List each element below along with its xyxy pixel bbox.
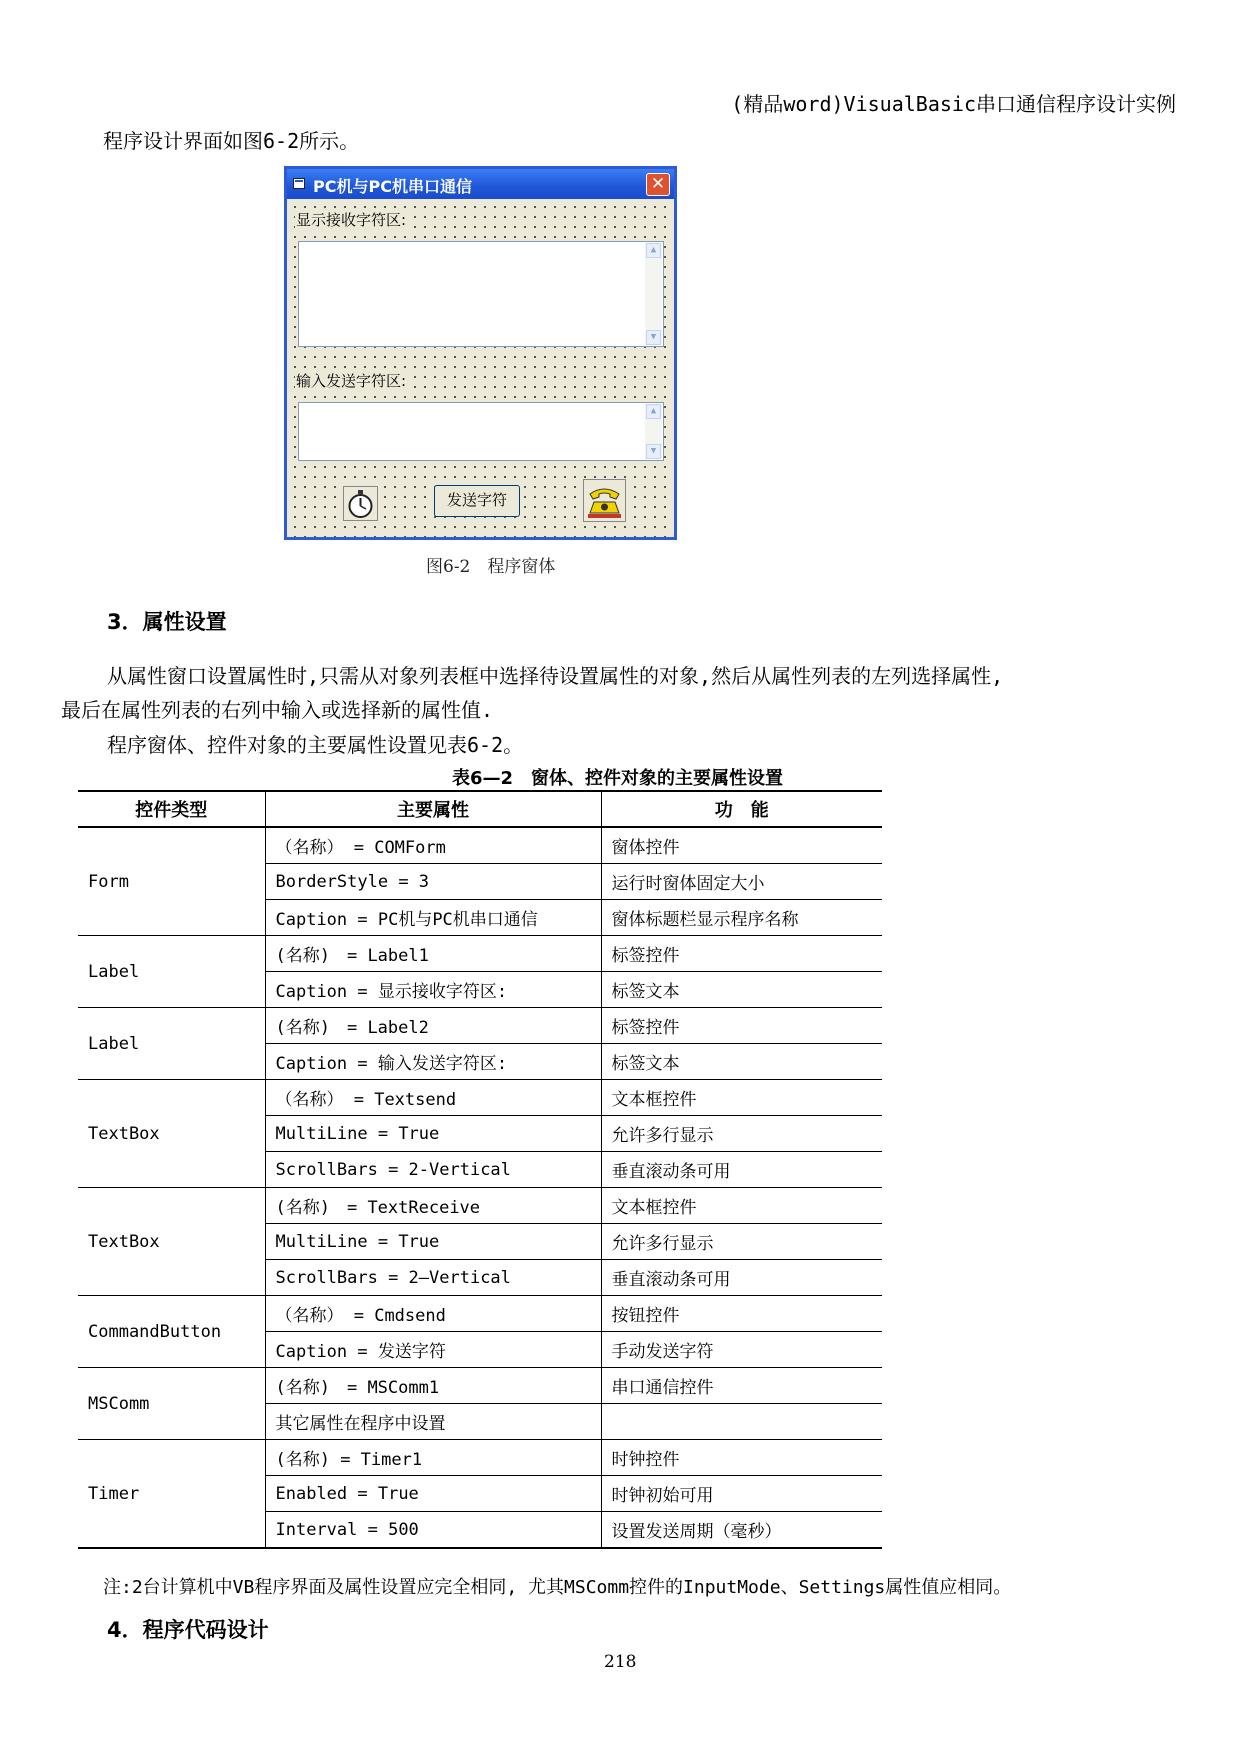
control-type-cell: TextBox bbox=[78, 1188, 265, 1296]
scroll-up-icon[interactable]: ▲ bbox=[646, 404, 661, 419]
table-row bbox=[78, 1188, 882, 1224]
vb-form-window bbox=[284, 166, 677, 540]
property-cell: Caption = 输入发送字符区: bbox=[265, 1044, 601, 1080]
function-cell: 允许多行显示 bbox=[601, 1116, 882, 1152]
scroll-up-icon[interactable]: ▲ bbox=[646, 243, 661, 258]
header-main-property: 主要属性 bbox=[265, 791, 601, 827]
function-cell: 按钮控件 bbox=[601, 1296, 882, 1332]
function-cell: 运行时窗体固定大小 bbox=[601, 864, 882, 900]
function-cell: 垂直滚动条可用 bbox=[601, 1152, 882, 1188]
control-type-cell: Timer bbox=[78, 1440, 265, 1549]
control-type-cell: Label bbox=[78, 1008, 265, 1080]
table-row bbox=[78, 1080, 882, 1116]
property-cell: (名称) = Label1 bbox=[265, 936, 601, 972]
function-cell: 垂直滚动条可用 bbox=[601, 1260, 882, 1296]
table-caption: 表6—2 窗体、控件对象的主要属性设置 bbox=[452, 768, 784, 789]
table-row bbox=[78, 936, 882, 972]
table-row bbox=[78, 1008, 882, 1044]
send-button[interactable]: 发送字符 bbox=[434, 485, 520, 517]
table-row bbox=[78, 1368, 882, 1404]
function-cell: 标签文本 bbox=[601, 1044, 882, 1080]
page-number: 218 bbox=[604, 1652, 637, 1672]
telephone-icon bbox=[584, 480, 625, 521]
function-cell: 串口通信控件 bbox=[601, 1368, 882, 1404]
close-icon[interactable]: ✕ bbox=[646, 173, 670, 196]
receive-scrollbar[interactable] bbox=[645, 243, 662, 345]
control-type-cell: CommandButton bbox=[78, 1296, 265, 1368]
property-cell: 其它属性在程序中设置 bbox=[265, 1404, 601, 1440]
header-function: 功 能 bbox=[601, 791, 882, 827]
property-cell: (名称) = TextReceive bbox=[265, 1188, 601, 1224]
table-header-row bbox=[78, 791, 882, 827]
property-cell: (名称) = Label2 bbox=[265, 1008, 601, 1044]
control-type-cell: Label bbox=[78, 936, 265, 1008]
function-cell: 允许多行显示 bbox=[601, 1224, 882, 1260]
vb-form-client bbox=[287, 199, 674, 537]
function-cell bbox=[601, 1404, 882, 1440]
property-cell: (名称) = Timer1 bbox=[265, 1440, 601, 1476]
property-cell: MultiLine = True bbox=[265, 1116, 601, 1152]
function-cell: 标签控件 bbox=[601, 1008, 882, 1044]
property-cell: MultiLine = True bbox=[265, 1224, 601, 1260]
label-send: 输入发送字符区: bbox=[296, 372, 407, 390]
stopwatch-icon bbox=[344, 487, 377, 520]
scroll-down-icon[interactable]: ▼ bbox=[646, 444, 661, 459]
form-app-icon bbox=[293, 178, 305, 189]
property-cell: Caption = 显示接收字符区: bbox=[265, 972, 601, 1008]
function-cell: 标签控件 bbox=[601, 936, 882, 972]
control-type-cell: Form bbox=[78, 827, 265, 936]
property-cell: (名称) = MSComm1 bbox=[265, 1368, 601, 1404]
property-cell: Caption = PC机与PC机串口通信 bbox=[265, 900, 601, 936]
section-3-paragraph-line-1: 从属性窗口设置属性时,只需从对象列表框中选择待设置属性的对象,然后从属性列表的左列选择属性, bbox=[107, 664, 1004, 688]
property-cell: BorderStyle = 3 bbox=[265, 864, 601, 900]
function-cell: 设置发送周期（毫秒） bbox=[601, 1512, 882, 1549]
function-cell: 时钟控件 bbox=[601, 1440, 882, 1476]
document-header-title: (精品word)VisualBasic串口通信程序设计实例 bbox=[731, 92, 1176, 116]
function-cell: 标签文本 bbox=[601, 972, 882, 1008]
intro-paragraph: 程序设计界面如图6-2所示。 bbox=[103, 129, 360, 153]
table-row bbox=[78, 1440, 882, 1476]
property-cell: ScrollBars = 2-Vertical bbox=[265, 1152, 601, 1188]
mscomm-control-icon bbox=[583, 479, 626, 522]
vb-form-title: PC机与PC机串口通信 bbox=[313, 177, 472, 196]
section-4-heading: 4．程序代码设计 bbox=[107, 1618, 269, 1642]
section-3-paragraph-2: 程序窗体、控件对象的主要属性设置见表6-2。 bbox=[107, 733, 524, 757]
function-cell: 窗体控件 bbox=[601, 827, 882, 864]
function-cell: 时钟初始可用 bbox=[601, 1476, 882, 1512]
table-note: 注:2台计算机中VB程序界面及属性设置应完全相同, 尤其MSComm控件的InputMode、Settings属性值应相同。 bbox=[103, 1577, 1012, 1598]
section-3-paragraph-line-2: 最后在属性列表的右列中输入或选择新的属性值. bbox=[61, 698, 494, 722]
property-cell: （名称） = COMForm bbox=[265, 827, 601, 864]
control-type-cell: MSComm bbox=[78, 1368, 265, 1440]
figure-caption: 图6-2 程序窗体 bbox=[426, 557, 556, 577]
properties-table bbox=[78, 790, 882, 1549]
function-cell: 文本框控件 bbox=[601, 1188, 882, 1224]
timer-control-icon bbox=[343, 486, 378, 521]
function-cell: 手动发送字符 bbox=[601, 1332, 882, 1368]
property-cell: ScrollBars = 2—Vertical bbox=[265, 1260, 601, 1296]
scroll-down-icon[interactable]: ▼ bbox=[646, 330, 661, 345]
property-cell: Enabled = True bbox=[265, 1476, 601, 1512]
receive-textbox[interactable] bbox=[298, 241, 664, 347]
property-cell: Interval = 500 bbox=[265, 1512, 601, 1549]
section-3-heading: 3．属性设置 bbox=[107, 610, 227, 634]
table-row bbox=[78, 1296, 882, 1332]
property-cell: （名称） = Cmdsend bbox=[265, 1296, 601, 1332]
table-row bbox=[78, 827, 882, 864]
vb-form-titlebar bbox=[287, 169, 674, 199]
send-textbox[interactable] bbox=[298, 402, 664, 461]
header-control-type: 控件类型 bbox=[78, 791, 265, 827]
control-type-cell: TextBox bbox=[78, 1080, 265, 1188]
function-cell: 窗体标题栏显示程序名称 bbox=[601, 900, 882, 936]
function-cell: 文本框控件 bbox=[601, 1080, 882, 1116]
property-cell: （名称） = Textsend bbox=[265, 1080, 601, 1116]
label-receive: 显示接收字符区: bbox=[296, 211, 407, 229]
property-cell: Caption = 发送字符 bbox=[265, 1332, 601, 1368]
send-scrollbar[interactable] bbox=[645, 404, 662, 459]
